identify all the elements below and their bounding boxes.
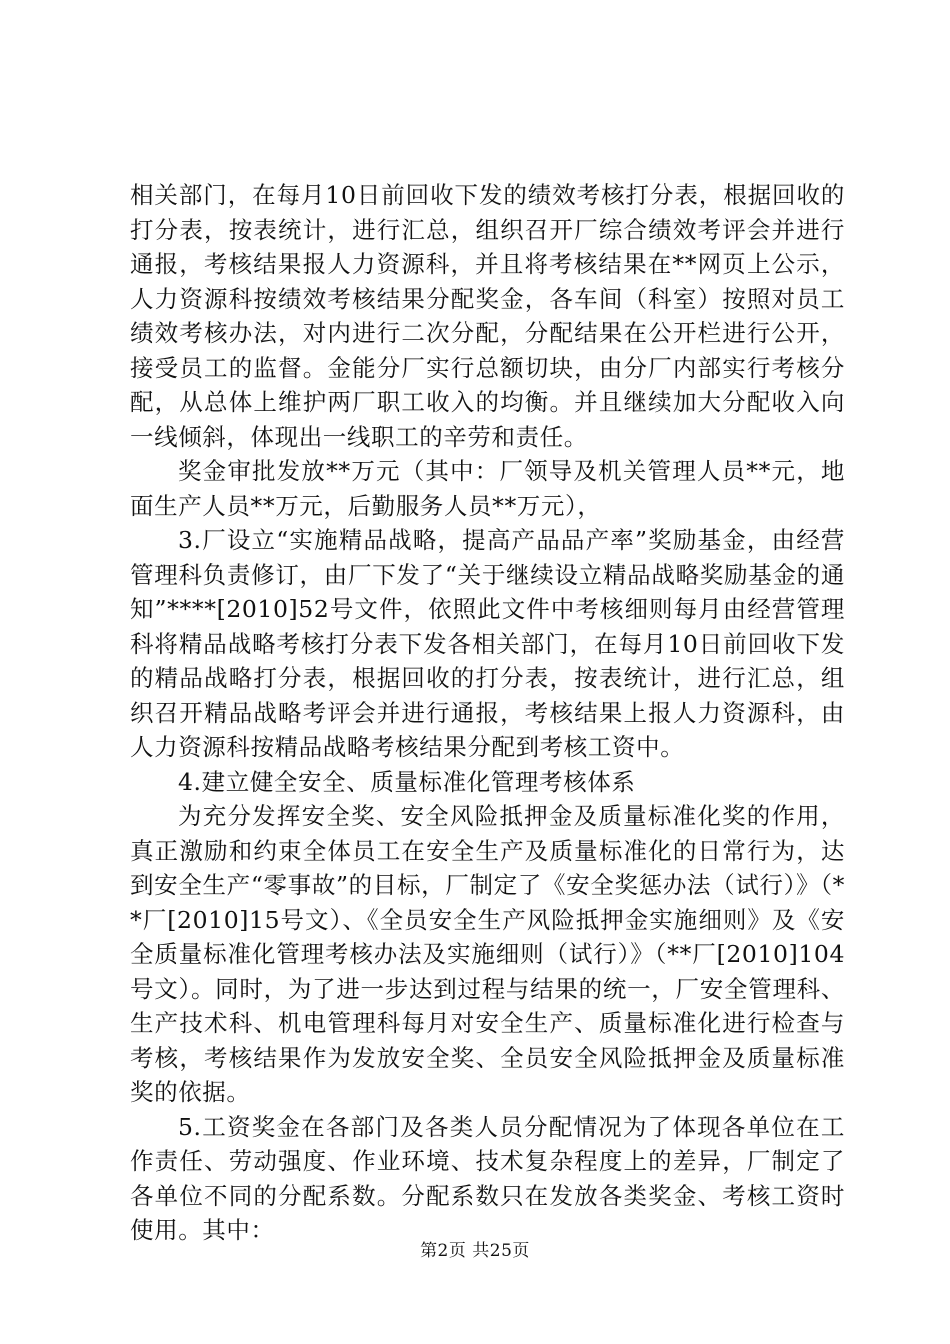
paragraph-1: 相关部门，在每月10日前回收下发的绩效考核打分表，根据回收的打分表，按表统计，进行汇总，组织召开厂综合绩效考评会并进行通报，考核结果报人力资源科，并且将考核结果在**网页上公示，人力资源科按绩效考核结果分配奖金，各车间（科室）按照对员工绩效考核办法，对内进行二次分配，分配结果在公开栏进行公开，接受员工的监督。金能分厂实行总额切块，由分厂内部实行考核分配，从总体上维护两厂职工收入的均衡。并且继续加大分配收入向一线倾斜，体现出一线职工的辛劳和责任。 [130, 181, 845, 451]
paragraph-2: 奖金审批发放**万元（其中：厂领导及机关管理人员**元，地面生产人员**万元，后勤服务人员**万元）， [130, 457, 845, 520]
document-body [130, 178, 845, 1248]
paragraph-6: 5.工资奖金在各部门及各类人员分配情况为了体现各单位在工作责任、劳动强度、作业环境、技术复杂程度上的差异，厂制定了各单位不同的分配系数。分配系数只在发放各类奖金、考核工资时使用。其中： [130, 1112, 845, 1244]
page-footer [0, 1240, 950, 1262]
paragraph-5: 为充分发挥安全奖、安全风险抵押金及质量标准化奖的作用，真正激励和约束全体员工在安全生产及质量标准化的日常行为，达到安全生产“零事故”的目标，厂制定了《安全奖惩办法（试行）》（**厂[2010]15号文）、《全员安全生产风险抵押金实施细则》及《安全质量标准化管理考核办法及实施细则（试行）》（**厂[2010]104号文）。同时，为了进一步达到过程与结果的统一，厂安全管理科、生产技术科、机电管理科每月对安全生产、质量标准化进行检查与考核，考核结果作为发放安全奖、全员安全风险抵押金及质量标准奖的依据。 [130, 802, 845, 1106]
paragraph-4-heading: 4.建立健全安全、质量标准化管理考核体系 [178, 767, 636, 796]
paragraph-3: 3.厂设立“实施精品战略，提高产品品产率”奖励基金，由经营管理科负责修订，由厂下发了“关于继续设立精品战略奖励基金的通知”****[2010]52号文件，依照此文件中考核细则每月由经营管理科将精品战略考核打分表下发各相关部门，在每月10日前回收下发的精品战略打分表，根据回收的打分表，按表统计，进行汇总，组织召开精品战略考评会并进行通报，考核结果上报人力资源科，由人力资源科按精品战略考核结果分配到考核工资中。 [130, 526, 845, 761]
page-number-label: 第2页 共25页 [420, 1241, 530, 1261]
